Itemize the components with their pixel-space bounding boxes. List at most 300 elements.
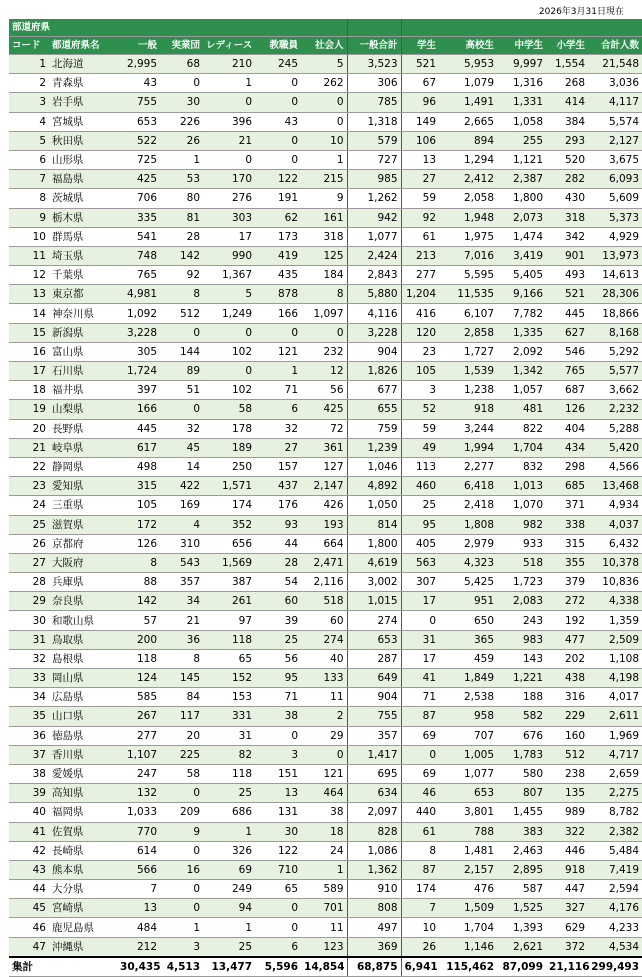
row-value: 379 bbox=[546, 573, 588, 592]
total-value: 87,099 bbox=[497, 957, 546, 977]
row-value: 445 bbox=[546, 304, 588, 323]
table-row bbox=[9, 170, 642, 189]
row-value: 276 bbox=[203, 189, 255, 208]
row-value: 105 bbox=[401, 362, 439, 381]
row-value: 1,455 bbox=[497, 803, 546, 822]
row-value: 122 bbox=[255, 170, 301, 189]
row-prefecture-name: 沖縄県 bbox=[49, 937, 117, 957]
row-value: 484 bbox=[117, 918, 160, 937]
row-code: 46 bbox=[9, 918, 49, 937]
row-prefecture-name: 山形県 bbox=[49, 150, 117, 169]
row-value: 306 bbox=[347, 74, 401, 93]
row-value: 9,166 bbox=[497, 285, 546, 304]
table-row bbox=[9, 323, 642, 342]
row-value: 56 bbox=[255, 649, 301, 668]
row-value: 1,704 bbox=[497, 438, 546, 457]
row-value: 145 bbox=[160, 669, 203, 688]
row-value: 133 bbox=[301, 669, 347, 688]
row-value: 327 bbox=[546, 899, 588, 918]
total-value: 5,596 bbox=[255, 957, 301, 977]
row-value: 21 bbox=[203, 131, 255, 150]
row-value: 566 bbox=[117, 860, 160, 879]
row-value: 1,569 bbox=[203, 553, 255, 572]
row-value: 765 bbox=[546, 362, 588, 381]
row-prefecture-name: 京都府 bbox=[49, 534, 117, 553]
table-row bbox=[9, 477, 642, 496]
row-value: 3,675 bbox=[588, 150, 642, 169]
row-value: 188 bbox=[497, 688, 546, 707]
row-value: 124 bbox=[117, 669, 160, 688]
header-col: 一般合計 bbox=[347, 37, 401, 55]
row-value: 0 bbox=[160, 400, 203, 419]
row-value: 8,782 bbox=[588, 803, 642, 822]
row-value: 92 bbox=[160, 266, 203, 285]
row-value: 213 bbox=[401, 246, 439, 265]
row-value: 105 bbox=[117, 496, 160, 515]
row-value: 357 bbox=[347, 726, 401, 745]
row-prefecture-name: 栃木県 bbox=[49, 208, 117, 227]
table-row bbox=[9, 362, 642, 381]
row-value: 0 bbox=[401, 745, 439, 764]
row-value: 4,934 bbox=[588, 496, 642, 515]
row-prefecture-name: 山口県 bbox=[49, 707, 117, 726]
row-prefecture-name: 石川県 bbox=[49, 362, 117, 381]
row-value: 69 bbox=[401, 764, 439, 783]
row-value: 918 bbox=[439, 400, 497, 419]
row-code: 11 bbox=[9, 246, 49, 265]
row-value: 166 bbox=[117, 400, 160, 419]
row-value: 84 bbox=[160, 688, 203, 707]
row-value: 387 bbox=[203, 573, 255, 592]
row-value: 1 bbox=[160, 150, 203, 169]
row-value: 710 bbox=[255, 860, 301, 879]
header-group-label: 部道府県 bbox=[9, 19, 117, 37]
row-value: 1,362 bbox=[347, 860, 401, 879]
row-value: 26 bbox=[160, 131, 203, 150]
row-value: 310 bbox=[160, 534, 203, 553]
row-value: 11,535 bbox=[439, 285, 497, 304]
row-code: 15 bbox=[9, 323, 49, 342]
table-row bbox=[9, 573, 642, 592]
row-value: 170 bbox=[203, 170, 255, 189]
total-value: 68,875 bbox=[347, 957, 401, 977]
row-value: 126 bbox=[117, 534, 160, 553]
row-value: 2 bbox=[301, 707, 347, 726]
row-value: 12 bbox=[301, 362, 347, 381]
row-value: 59 bbox=[401, 189, 439, 208]
row-value: 405 bbox=[401, 534, 439, 553]
row-value: 4,117 bbox=[588, 93, 642, 112]
row-value: 6 bbox=[255, 400, 301, 419]
row-value: 21 bbox=[160, 611, 203, 630]
row-value: 3,419 bbox=[497, 246, 546, 265]
row-value: 123 bbox=[301, 937, 347, 957]
row-prefecture-name: 岩手県 bbox=[49, 93, 117, 112]
row-value: 6,107 bbox=[439, 304, 497, 323]
row-value: 2,471 bbox=[301, 553, 347, 572]
row-value: 71 bbox=[255, 688, 301, 707]
row-value: 0 bbox=[160, 899, 203, 918]
row-value: 184 bbox=[301, 266, 347, 285]
row-value: 1,554 bbox=[546, 55, 588, 74]
row-value: 58 bbox=[160, 764, 203, 783]
row-value: 56 bbox=[301, 381, 347, 400]
row-value: 1,046 bbox=[347, 457, 401, 476]
row-value: 419 bbox=[255, 246, 301, 265]
table-row bbox=[9, 592, 642, 611]
row-value: 1,316 bbox=[497, 74, 546, 93]
row-prefecture-name: 岐阜県 bbox=[49, 438, 117, 457]
header-col: 学生 bbox=[401, 37, 439, 55]
table-row bbox=[9, 899, 642, 918]
row-value: 580 bbox=[497, 764, 546, 783]
row-value: 828 bbox=[347, 822, 401, 841]
row-value: 282 bbox=[546, 170, 588, 189]
row-value: 102 bbox=[203, 381, 255, 400]
row-value: 255 bbox=[497, 131, 546, 150]
row-value: 57 bbox=[117, 611, 160, 630]
total-value: 115,462 bbox=[439, 957, 497, 977]
header-col: 中学生 bbox=[497, 37, 546, 55]
row-value: 287 bbox=[347, 649, 401, 668]
row-value: 45 bbox=[160, 438, 203, 457]
row-value: 142 bbox=[117, 592, 160, 611]
row-value: 2,147 bbox=[301, 477, 347, 496]
row-value: 25 bbox=[203, 937, 255, 957]
row-value: 1,204 bbox=[401, 285, 439, 304]
row-code: 42 bbox=[9, 841, 49, 860]
row-value: 318 bbox=[301, 227, 347, 246]
row-value: 989 bbox=[546, 803, 588, 822]
row-value: 904 bbox=[347, 688, 401, 707]
registration-table bbox=[9, 19, 642, 977]
row-code: 30 bbox=[9, 611, 49, 630]
row-value: 250 bbox=[203, 457, 255, 476]
row-value: 1,013 bbox=[497, 477, 546, 496]
row-value: 653 bbox=[117, 112, 160, 131]
row-value: 25 bbox=[203, 784, 255, 803]
table-row bbox=[9, 93, 642, 112]
row-prefecture-name: 大分県 bbox=[49, 880, 117, 899]
row-code: 21 bbox=[9, 438, 49, 457]
total-value: 4,513 bbox=[160, 957, 203, 977]
header-col: 合計人数 bbox=[588, 37, 642, 55]
row-value: 60 bbox=[255, 592, 301, 611]
row-value: 982 bbox=[497, 515, 546, 534]
row-value: 1 bbox=[301, 860, 347, 879]
row-value: 1,239 bbox=[347, 438, 401, 457]
row-value: 5,405 bbox=[497, 266, 546, 285]
row-value: 10 bbox=[401, 918, 439, 937]
row-value: 1,539 bbox=[439, 362, 497, 381]
row-value: 28 bbox=[160, 227, 203, 246]
row-value: 4,338 bbox=[588, 592, 642, 611]
row-value: 446 bbox=[546, 841, 588, 860]
row-value: 232 bbox=[301, 342, 347, 361]
row-value: 43 bbox=[117, 74, 160, 93]
row-value: 627 bbox=[546, 323, 588, 342]
row-value: 985 bbox=[347, 170, 401, 189]
row-value: 2,463 bbox=[497, 841, 546, 860]
row-value: 166 bbox=[255, 304, 301, 323]
row-value: 122 bbox=[255, 841, 301, 860]
table-row bbox=[9, 515, 642, 534]
table-row bbox=[9, 189, 642, 208]
row-value: 8,168 bbox=[588, 323, 642, 342]
row-value: 267 bbox=[117, 707, 160, 726]
row-value: 748 bbox=[117, 246, 160, 265]
row-value: 38 bbox=[301, 803, 347, 822]
row-value: 1,331 bbox=[497, 93, 546, 112]
row-value: 72 bbox=[301, 419, 347, 438]
row-value: 1,221 bbox=[497, 669, 546, 688]
row-value: 0 bbox=[301, 745, 347, 764]
row-prefecture-name: 香川県 bbox=[49, 745, 117, 764]
row-value: 1,727 bbox=[439, 342, 497, 361]
row-value: 149 bbox=[401, 112, 439, 131]
row-value: 69 bbox=[203, 860, 255, 879]
row-value: 2,418 bbox=[439, 496, 497, 515]
row-value: 664 bbox=[301, 534, 347, 553]
row-value: 303 bbox=[203, 208, 255, 227]
row-value: 5,288 bbox=[588, 419, 642, 438]
row-value: 96 bbox=[401, 93, 439, 112]
row-value: 212 bbox=[117, 937, 160, 957]
row-value: 414 bbox=[546, 93, 588, 112]
row-value: 5,425 bbox=[439, 573, 497, 592]
row-value: 6,432 bbox=[588, 534, 642, 553]
row-value: 94 bbox=[203, 899, 255, 918]
row-value: 1,491 bbox=[439, 93, 497, 112]
table-row bbox=[9, 496, 642, 515]
row-value: 0 bbox=[255, 323, 301, 342]
row-value: 1,335 bbox=[497, 323, 546, 342]
row-value: 58 bbox=[203, 400, 255, 419]
row-value: 193 bbox=[301, 515, 347, 534]
row-value: 68 bbox=[160, 55, 203, 74]
total-value: 13,477 bbox=[203, 957, 255, 977]
row-value: 5 bbox=[301, 55, 347, 74]
row-code: 33 bbox=[9, 669, 49, 688]
row-value: 2,412 bbox=[439, 170, 497, 189]
row-value: 272 bbox=[546, 592, 588, 611]
row-code: 23 bbox=[9, 477, 49, 496]
row-prefecture-name: 徳島県 bbox=[49, 726, 117, 745]
row-prefecture-name: 宮城県 bbox=[49, 112, 117, 131]
row-value: 3,228 bbox=[347, 323, 401, 342]
row-value: 49 bbox=[401, 438, 439, 457]
row-value: 1,050 bbox=[347, 496, 401, 515]
row-value: 5,574 bbox=[588, 112, 642, 131]
row-value: 2,116 bbox=[301, 573, 347, 592]
row-value: 30 bbox=[160, 93, 203, 112]
row-value: 61 bbox=[401, 822, 439, 841]
row-value: 1,800 bbox=[347, 534, 401, 553]
row-value: 2,621 bbox=[497, 937, 546, 957]
row-value: 430 bbox=[546, 189, 588, 208]
row-value: 2,611 bbox=[588, 707, 642, 726]
row-prefecture-name: 奈良県 bbox=[49, 592, 117, 611]
row-prefecture-name: 千葉県 bbox=[49, 266, 117, 285]
row-value: 17 bbox=[203, 227, 255, 246]
row-code: 27 bbox=[9, 553, 49, 572]
row-value: 0 bbox=[301, 323, 347, 342]
row-value: 493 bbox=[546, 266, 588, 285]
row-value: 82 bbox=[203, 745, 255, 764]
row-value: 132 bbox=[117, 784, 160, 803]
row-value: 10,836 bbox=[588, 573, 642, 592]
row-value: 43 bbox=[255, 112, 301, 131]
row-value: 464 bbox=[301, 784, 347, 803]
row-value: 3,662 bbox=[588, 381, 642, 400]
row-code: 20 bbox=[9, 419, 49, 438]
row-value: 1,107 bbox=[117, 745, 160, 764]
row-value: 2,157 bbox=[439, 860, 497, 879]
row-prefecture-name: 高知県 bbox=[49, 784, 117, 803]
row-prefecture-name: 静岡県 bbox=[49, 457, 117, 476]
row-code: 45 bbox=[9, 899, 49, 918]
row-value: 322 bbox=[546, 822, 588, 841]
table-row bbox=[9, 150, 642, 169]
row-value: 1 bbox=[203, 74, 255, 93]
table-row bbox=[9, 611, 642, 630]
row-value: 11 bbox=[301, 918, 347, 937]
row-value: 425 bbox=[301, 400, 347, 419]
row-value: 32 bbox=[255, 419, 301, 438]
row-value: 24 bbox=[301, 841, 347, 860]
total-value: 21,116 bbox=[546, 957, 588, 977]
table-row bbox=[9, 688, 642, 707]
row-value: 582 bbox=[497, 707, 546, 726]
table-row bbox=[9, 112, 642, 131]
row-value: 25 bbox=[401, 496, 439, 515]
row-value: 765 bbox=[117, 266, 160, 285]
table-row bbox=[9, 630, 642, 649]
row-value: 1,969 bbox=[588, 726, 642, 745]
row-value: 13 bbox=[401, 150, 439, 169]
table-row bbox=[9, 649, 642, 668]
row-value: 28 bbox=[255, 553, 301, 572]
row-value: 62 bbox=[255, 208, 301, 227]
row-value: 307 bbox=[401, 573, 439, 592]
row-code: 38 bbox=[9, 764, 49, 783]
row-code: 2 bbox=[9, 74, 49, 93]
row-value: 521 bbox=[401, 55, 439, 74]
row-code: 29 bbox=[9, 592, 49, 611]
row-value: 1,724 bbox=[117, 362, 160, 381]
row-value: 87 bbox=[401, 860, 439, 879]
row-value: 2,858 bbox=[439, 323, 497, 342]
row-value: 215 bbox=[301, 170, 347, 189]
row-value: 1,948 bbox=[439, 208, 497, 227]
row-value: 1,077 bbox=[439, 764, 497, 783]
row-value: 1,238 bbox=[439, 381, 497, 400]
row-value: 1,058 bbox=[497, 112, 546, 131]
row-value: 6,093 bbox=[588, 170, 642, 189]
row-value: 0 bbox=[255, 899, 301, 918]
table-row bbox=[9, 438, 642, 457]
row-value: 268 bbox=[546, 74, 588, 93]
row-value: 7,782 bbox=[497, 304, 546, 323]
row-value: 95 bbox=[255, 669, 301, 688]
row-value: 173 bbox=[255, 227, 301, 246]
row-value: 579 bbox=[347, 131, 401, 150]
table-row bbox=[9, 131, 642, 150]
row-value: 1,359 bbox=[588, 611, 642, 630]
header-code: コード bbox=[9, 37, 49, 55]
row-value: 5 bbox=[203, 285, 255, 304]
row-value: 92 bbox=[401, 208, 439, 227]
row-value: 121 bbox=[301, 764, 347, 783]
table-row bbox=[9, 726, 642, 745]
row-code: 14 bbox=[9, 304, 49, 323]
row-value: 262 bbox=[301, 74, 347, 93]
row-value: 157 bbox=[255, 457, 301, 476]
row-value: 543 bbox=[160, 553, 203, 572]
row-value: 71 bbox=[401, 688, 439, 707]
row-value: 1,121 bbox=[497, 150, 546, 169]
row-value: 770 bbox=[117, 822, 160, 841]
row-prefecture-name: 愛知県 bbox=[49, 477, 117, 496]
row-value: 0 bbox=[255, 918, 301, 937]
row-value: 0 bbox=[160, 74, 203, 93]
row-value: 191 bbox=[255, 189, 301, 208]
row-value: 0 bbox=[203, 362, 255, 381]
row-value: 365 bbox=[439, 630, 497, 649]
row-value: 30 bbox=[255, 822, 301, 841]
row-value: 93 bbox=[255, 515, 301, 534]
row-value: 210 bbox=[203, 55, 255, 74]
header-name: 都道府県名 bbox=[49, 37, 117, 55]
row-value: 832 bbox=[497, 457, 546, 476]
row-value: 369 bbox=[347, 937, 401, 957]
row-value: 655 bbox=[347, 400, 401, 419]
row-value: 2,509 bbox=[588, 630, 642, 649]
row-value: 422 bbox=[160, 477, 203, 496]
row-prefecture-name: 富山県 bbox=[49, 342, 117, 361]
row-value: 0 bbox=[160, 323, 203, 342]
row-value: 2,232 bbox=[588, 400, 642, 419]
table-row bbox=[9, 381, 642, 400]
row-value: 546 bbox=[546, 342, 588, 361]
row-value: 808 bbox=[347, 899, 401, 918]
row-value: 1,975 bbox=[439, 227, 497, 246]
row-value: 118 bbox=[203, 764, 255, 783]
row-value: 61 bbox=[401, 227, 439, 246]
row-value: 153 bbox=[203, 688, 255, 707]
row-value: 2,843 bbox=[347, 266, 401, 285]
row-value: 23 bbox=[401, 342, 439, 361]
row-value: 4,233 bbox=[588, 918, 642, 937]
row-value: 3,523 bbox=[347, 55, 401, 74]
row-value: 512 bbox=[546, 745, 588, 764]
row-value: 383 bbox=[497, 822, 546, 841]
row-value: 2,275 bbox=[588, 784, 642, 803]
row-value: 247 bbox=[117, 764, 160, 783]
row-value: 8 bbox=[160, 285, 203, 304]
row-value: 361 bbox=[301, 438, 347, 457]
row-value: 13,468 bbox=[588, 477, 642, 496]
row-value: 512 bbox=[160, 304, 203, 323]
row-value: 202 bbox=[546, 649, 588, 668]
row-code: 12 bbox=[9, 266, 49, 285]
table-row bbox=[9, 937, 642, 957]
row-code: 39 bbox=[9, 784, 49, 803]
row-value: 357 bbox=[160, 573, 203, 592]
row-value: 785 bbox=[347, 93, 401, 112]
table-row bbox=[9, 304, 642, 323]
row-code: 31 bbox=[9, 630, 49, 649]
